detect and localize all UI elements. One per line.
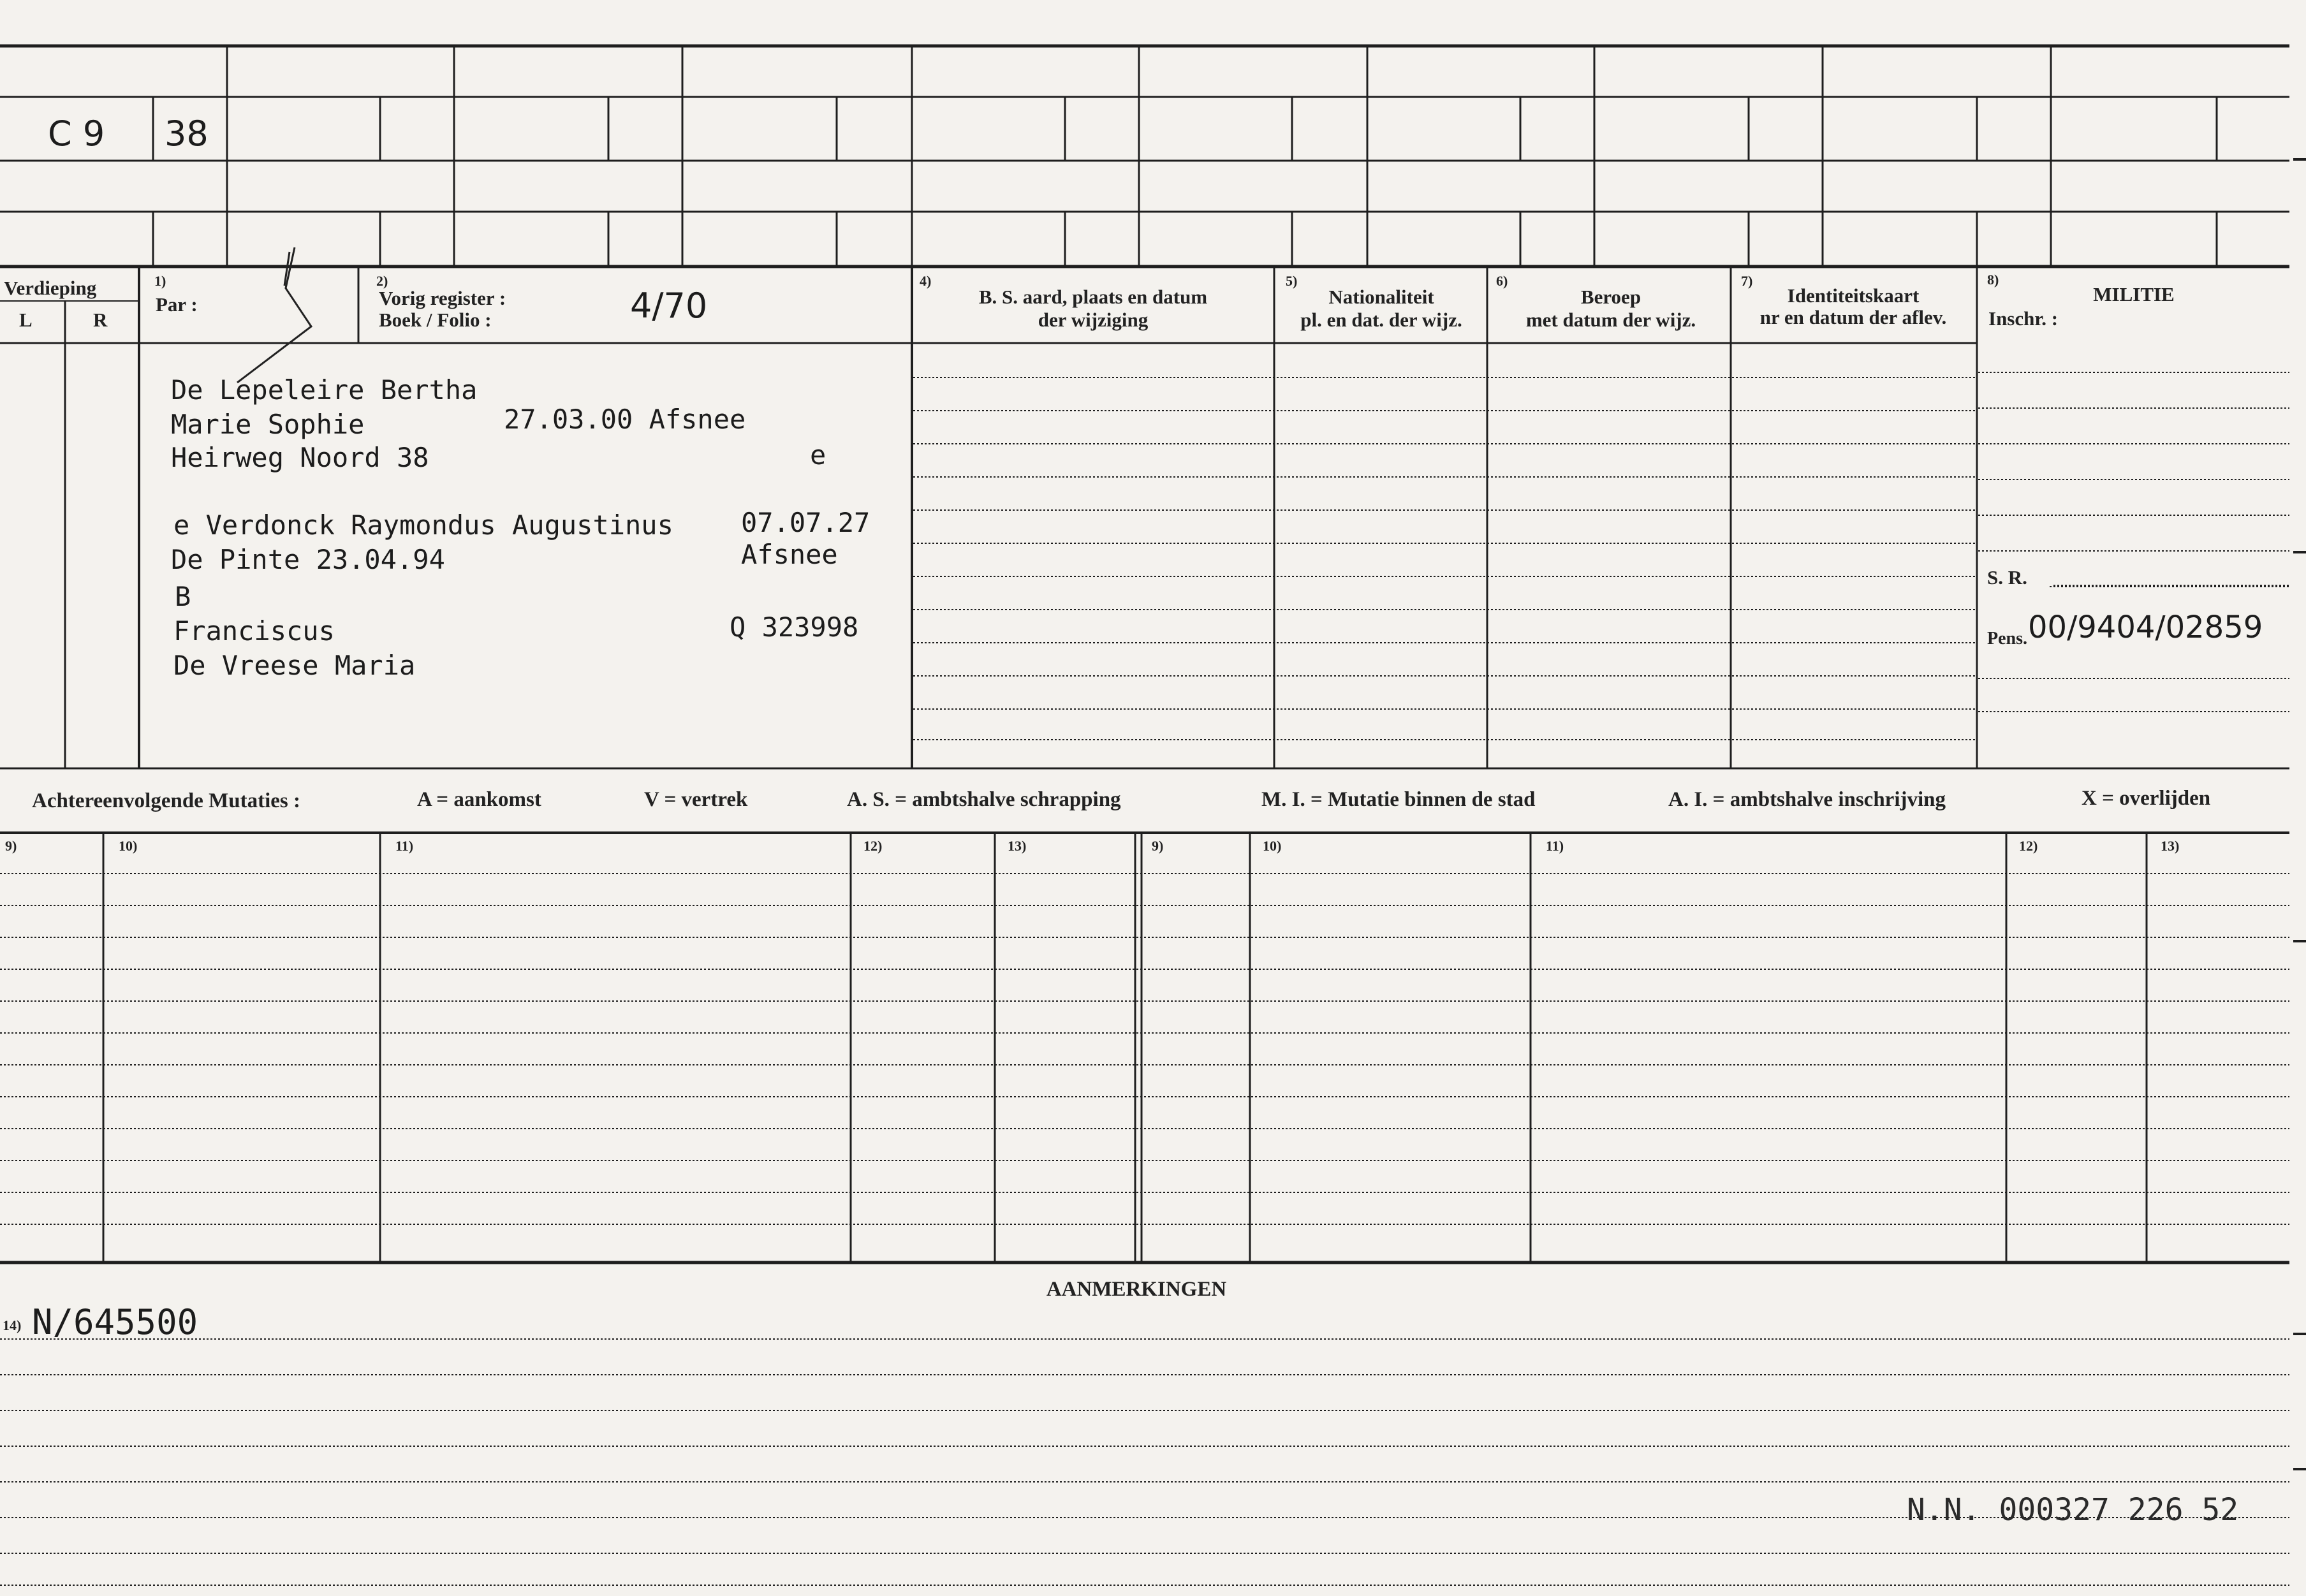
col-num-12b: 12): [2019, 838, 2038, 854]
mutatie-legend-v: V = vertrek: [644, 788, 748, 811]
aanmerkingen-value: N/645500: [32, 1302, 198, 1342]
person-name: De Lepeleire Bertha: [171, 374, 478, 406]
verdieping-label: Verdieping: [4, 277, 97, 299]
par-label: Par :: [156, 293, 198, 316]
aanmerkingen-title: AANMERKINGEN: [1046, 1278, 1227, 1301]
verdieping-right: R: [93, 309, 108, 331]
person-firstnames: Marie Sophie: [171, 409, 365, 440]
person-address: Heirweg Noord 38: [171, 442, 429, 473]
col-num-12a: 12): [863, 838, 883, 854]
mutatie-legend-x: X = overlijden: [2082, 787, 2211, 810]
bs-label-1: B. S. aard, plaats en datum: [978, 286, 1208, 308]
col-num-11a: 11): [395, 838, 414, 854]
father-name: Franciscus: [173, 615, 335, 647]
person-code: Q 323998: [730, 611, 859, 643]
id-label-1: Identiteitskaart: [1787, 284, 1920, 307]
col-num-9a: 9): [5, 838, 17, 854]
vorig-register-value: 4/70: [630, 286, 708, 326]
bs-num: 4): [920, 273, 932, 289]
person-mark-e: e: [810, 439, 826, 471]
mother-name: De Vreese Maria: [173, 650, 416, 681]
nat-num: 5): [1286, 273, 1298, 289]
sr-label: S. R.: [1987, 566, 2027, 589]
spouse-place: Afsnee: [741, 539, 838, 570]
spouse-name: e Verdonck Raymondus Augustinus: [173, 509, 673, 541]
inschr-label: Inschr. :: [1988, 307, 2059, 330]
col-num-10b: 10): [1263, 838, 1282, 854]
aanmerkingen-num: 14): [3, 1317, 22, 1333]
id-num: 7): [1741, 273, 1753, 289]
mutaties-title: Achtereenvolgende Mutaties :: [32, 789, 300, 812]
person-birth: 27.03.00 Afsnee: [504, 404, 746, 435]
beroep-label-1: Beroep: [1580, 286, 1641, 308]
mutatie-legend-mi: M. I. = Mutatie binnen de stad: [1261, 788, 1536, 811]
pens-value: 00/9404/02859: [2028, 610, 2263, 645]
national-number: N.N. 000327 226 52: [1907, 1492, 2239, 1528]
beroep-label-2: met datum der wijz.: [1525, 309, 1696, 331]
nat-label-1: Nationaliteit: [1328, 286, 1434, 308]
spouse-birth: De Pinte 23.04.94: [171, 544, 445, 575]
spouse-date: 07.07.27: [741, 507, 870, 538]
id-label-2: nr en datum der aflev.: [1759, 306, 1947, 328]
col-num-10a: 10): [119, 838, 138, 854]
house-number: 38: [165, 113, 209, 154]
par-num: 1): [154, 273, 166, 289]
vorig-register-label: Vorig register :: [379, 287, 506, 309]
pens-label: Pens.: [1987, 629, 2027, 648]
col-num-13b: 13): [2161, 838, 2180, 854]
mutatie-legend-a: A = aankomst: [417, 788, 541, 811]
militie-num: 8): [1987, 272, 1999, 288]
col-num-11b: 11): [1546, 838, 1564, 854]
mutatie-legend-as: A. S. = ambtshalve schrapping: [847, 788, 1121, 811]
militie-label: MILITIE: [2093, 283, 2175, 305]
bs-label-2: der wijziging: [1038, 309, 1149, 331]
vorig-num: 2): [376, 273, 388, 289]
section-code: C 9: [48, 113, 105, 154]
col-num-13a: 13): [1008, 838, 1027, 854]
mutatie-legend-ai: A. I. = ambtshalve inschrijving: [1668, 788, 1946, 811]
person-b: B: [175, 581, 191, 612]
beroep-num: 6): [1496, 273, 1508, 289]
nat-label-2: pl. en dat. der wijz.: [1300, 309, 1462, 331]
col-num-9b: 9): [1152, 838, 1164, 854]
verdieping-left: L: [19, 309, 33, 331]
boek-folio-label: Boek / Folio :: [379, 309, 492, 331]
